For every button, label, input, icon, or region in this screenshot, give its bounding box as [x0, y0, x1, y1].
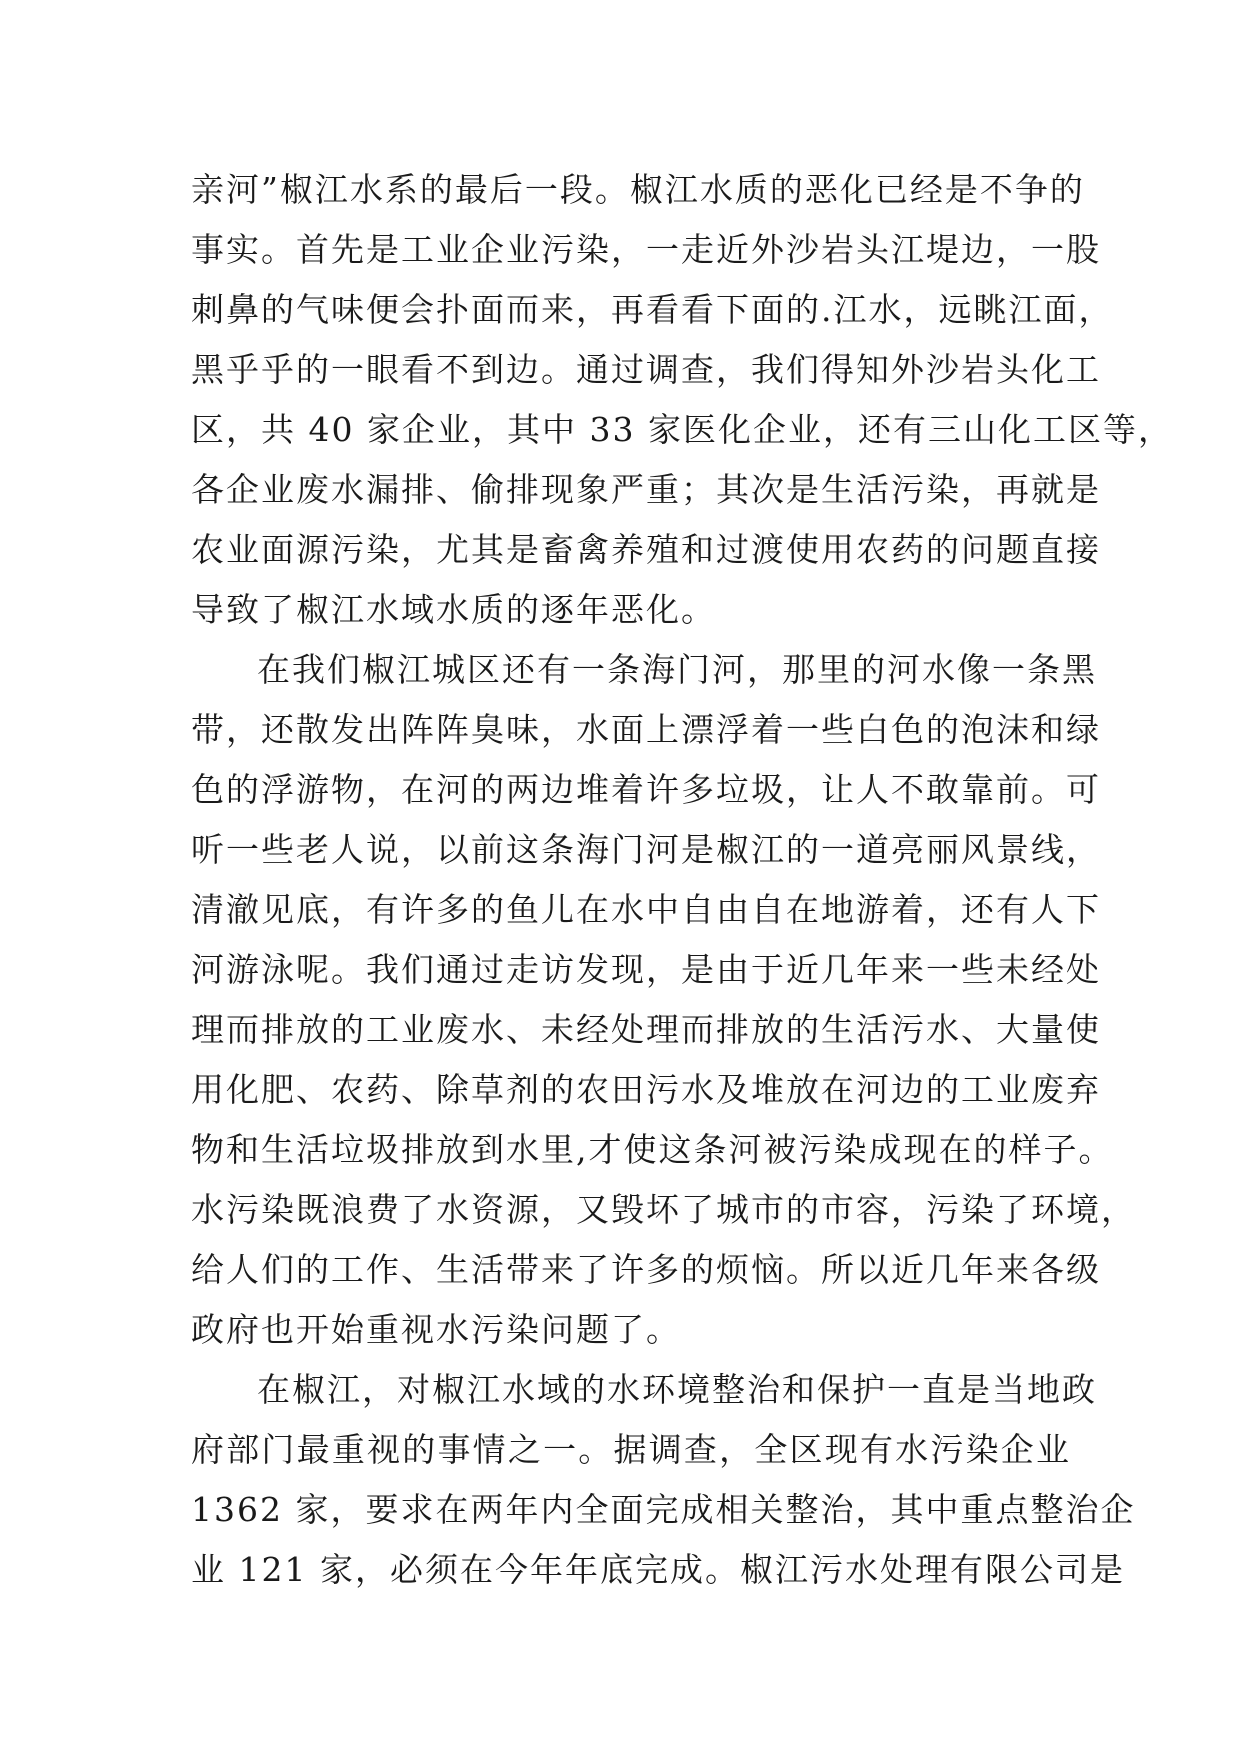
text-line: 听一些老人说，以前这条海门河是椒江的一道亮丽风景线，	[191, 830, 1101, 869]
text-line: 各企业废水漏排、偷排现象严重；其次是生活污染，再就是	[191, 470, 1101, 509]
text-line: 带，还散发出阵阵臭味，水面上漂浮着一些白色的泡沫和绿	[191, 710, 1101, 749]
text-line: 黑乎乎的一眼看不到边。通过调查，我们得知外沙岩头化工	[191, 350, 1101, 389]
text-line: 清澈见底，有许多的鱼儿在水中自由自在地游着，还有人下	[191, 890, 1101, 929]
text-line: 亲河”椒江水系的最后一段。椒江水质的恶化已经是不争的	[191, 170, 1085, 209]
text-line: 物和生活垃圾排放到水里,才使这条河被污染成现在的样子。	[191, 1130, 1114, 1169]
text-line: 区，共 40 家企业，其中 33 家医化企业，还有三山化工区等，	[191, 410, 1173, 449]
text-line: 1362 家，要求在两年内全面完成相关整治，其中重点整治企	[191, 1490, 1136, 1529]
text-line: 刺鼻的气味便会扑面而来，再看看下面的.江水，远眺江面，	[191, 290, 1114, 329]
text-line: 理而排放的工业废水、未经处理而排放的生活污水、大量使	[191, 1010, 1101, 1049]
text-line: 导致了椒江水域水质的逐年恶化。	[191, 590, 716, 629]
text-line: 河游泳呢。我们通过走访发现，是由于近几年来一些未经处	[191, 950, 1101, 989]
text-line: 水污染既浪费了水资源，又毁坏了城市的市容，污染了环境，	[191, 1190, 1136, 1229]
text-line: 府部门最重视的事情之一。据调查，全区现有水污染企业	[191, 1430, 1071, 1469]
text-line: 给人们的工作、生活带来了许多的烦恼。所以近几年来各级	[191, 1250, 1101, 1289]
paragraph-3	[191, 1360, 1136, 1600]
text-line: 在我们椒江城区还有一条海门河，那里的河水像一条黑	[257, 650, 1097, 689]
text-line: 在椒江，对椒江水域的水环境整治和保护一直是当地政	[257, 1370, 1097, 1409]
text-line: 色的浮游物，在河的两边堆着许多垃圾，让人不敢靠前。可	[191, 770, 1101, 809]
text-line: 业 121 家，必须在今年年底完成。椒江污水处理有限公司是	[191, 1550, 1125, 1589]
body-text	[191, 160, 1173, 1600]
paragraph-1	[191, 160, 1173, 640]
paragraph-2	[191, 640, 1136, 1360]
text-line: 事实。首先是工业企业污染，一走近外沙岩头江堤边，一股	[191, 230, 1101, 269]
text-line: 政府也开始重视水污染问题了。	[191, 1310, 681, 1349]
text-line: 农业面源污染，尤其是畜禽养殖和过渡使用农药的问题直接	[191, 530, 1101, 569]
text-line: 用化肥、农药、除草剂的农田污水及堆放在河边的工业废弃	[191, 1070, 1101, 1109]
